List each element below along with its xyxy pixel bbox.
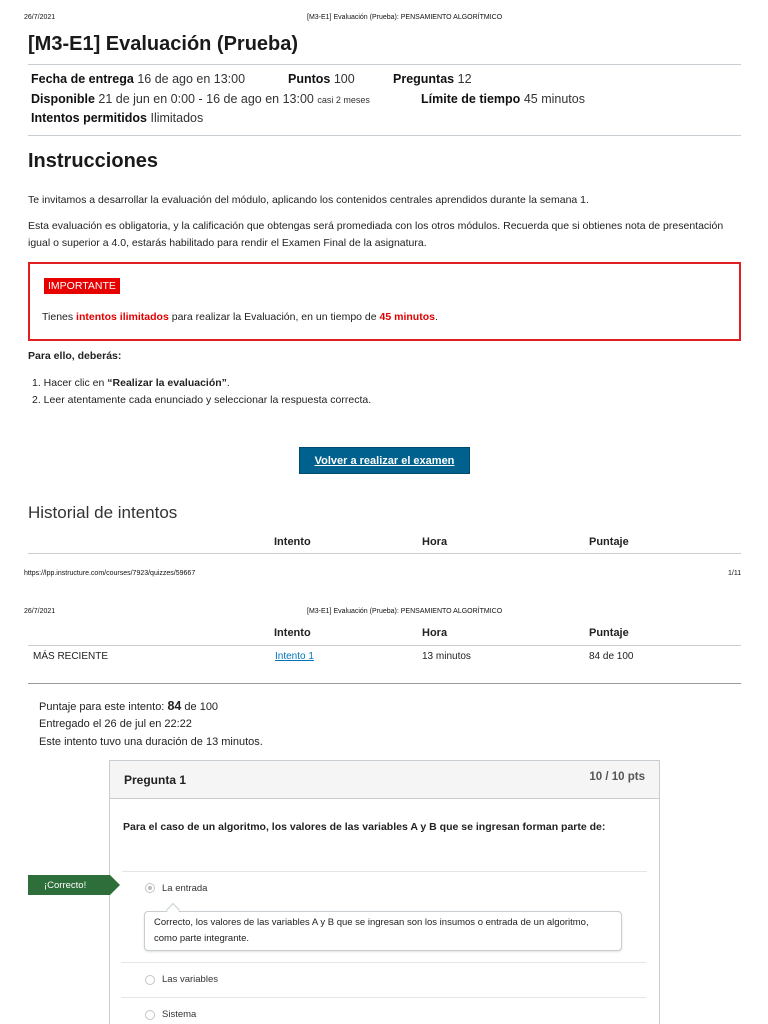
- divider: [28, 135, 741, 136]
- answer-option: Sistema: [162, 1009, 197, 1020]
- col-score: Puntaje: [589, 536, 629, 548]
- attempt-1-link[interactable]: Intento 1: [275, 651, 314, 662]
- step-2: 2. Leer atentamente cada enunciado y seleccionar la respuesta correcta.: [32, 394, 372, 406]
- due-date: Fecha de entrega 16 de ago en 13:00: [31, 72, 246, 86]
- correct-answer-tag: ¡Correcto!: [28, 875, 110, 895]
- question-text: Para el caso de un algoritmo, los valores de las variables A y B que se ingresan forman parte de:: [123, 821, 606, 833]
- print-doc-title: [M3-E1] Evaluación (Prueba): PENSAMIENTO ALGORÍTMICO: [307, 608, 503, 615]
- divider: [28, 553, 741, 554]
- instructions-heading: Instrucciones: [28, 150, 159, 172]
- divider: [28, 683, 741, 684]
- steps-label: Para ello, deberás:: [28, 350, 122, 362]
- history-row-time: 13 minutos: [422, 651, 471, 662]
- print-url: https://lpp.instructure.com/courses/7923/quizzes/59667: [24, 570, 196, 577]
- time-limit: Límite de tiempo 45 minutos: [421, 92, 585, 106]
- attempt-duration: Este intento tuvo una duración de 13 minutos.: [39, 736, 263, 748]
- step-1: 1. Hacer clic en “Realizar la evaluación”.: [32, 377, 230, 389]
- col-time: Hora: [422, 627, 448, 639]
- answer-feedback: Correcto, los valores de las variables A y B que se ingresan son los insumos o entrada de un algoritmo, como parte integrante.: [144, 911, 622, 951]
- answer-radio[interactable]: [145, 1010, 155, 1020]
- question-points: 10 / 10 pts: [589, 771, 645, 783]
- allowed-attempts: Intentos permitidos Ilimitados: [31, 111, 204, 125]
- points: Puntos 100: [288, 72, 355, 86]
- questions-count: Preguntas 12: [393, 72, 472, 86]
- answer-radio[interactable]: [145, 975, 155, 985]
- retake-exam-button[interactable]: Volver a realizar el examen: [299, 447, 470, 474]
- divider: [28, 64, 741, 65]
- submitted-at: Entregado el 26 de jul en 22:22: [39, 718, 192, 730]
- print-page-number: 1/11: [728, 570, 742, 577]
- instructions-paragraph-1: Te invitamos a desarrollar la evaluación del módulo, aplicando los contenidos centrales aprendidos durante la semana 1.: [28, 194, 589, 206]
- history-row-score: 84 de 100: [589, 651, 634, 662]
- divider: [28, 645, 741, 646]
- question-title: Pregunta 1: [124, 773, 187, 787]
- availability: Disponible 21 de jun en 0:00 - 16 de ago en 13:00 casi 2 meses: [31, 92, 370, 106]
- history-row-label: MÁS RECIENTE: [33, 651, 109, 662]
- col-attempt: Intento: [274, 536, 311, 548]
- important-notice: [28, 262, 741, 341]
- print-date: 26/7/2021: [24, 14, 56, 21]
- divider: [122, 871, 647, 872]
- divider: [121, 997, 646, 998]
- important-tag: IMPORTANTE: [44, 278, 120, 294]
- print-doc-title: [M3-E1] Evaluación (Prueba): PENSAMIENTO ALGORÍTMICO: [307, 14, 503, 21]
- instructions-paragraph-2: Esta evaluación es obligatoria, y la calificación que obtengas será promediada con los otros módulos. Recuerda que si obtienes nota de presentación igual o superior a 4.0, estarás habilitado para rendir el Examen Final de la asignatura.: [28, 220, 724, 249]
- col-time: Hora: [422, 536, 448, 548]
- answer-option: La entrada: [162, 883, 208, 894]
- col-attempt: Intento: [274, 627, 311, 639]
- answer-option: Las variables: [162, 974, 218, 985]
- important-text: Tienes intentos ilimitados para realizar la Evaluación, en un tiempo de 45 minutos.: [42, 311, 438, 323]
- attempt-score: Puntaje para este intento: 84 de 100: [39, 699, 219, 713]
- question-header: [110, 761, 659, 799]
- page-title: [M3-E1] Evaluación (Prueba): [28, 33, 299, 55]
- divider: [121, 962, 646, 963]
- history-heading: Historial de intentos: [28, 503, 178, 522]
- answer-radio-selected[interactable]: [145, 883, 155, 893]
- print-date: 26/7/2021: [24, 608, 56, 615]
- col-score: Puntaje: [589, 627, 629, 639]
